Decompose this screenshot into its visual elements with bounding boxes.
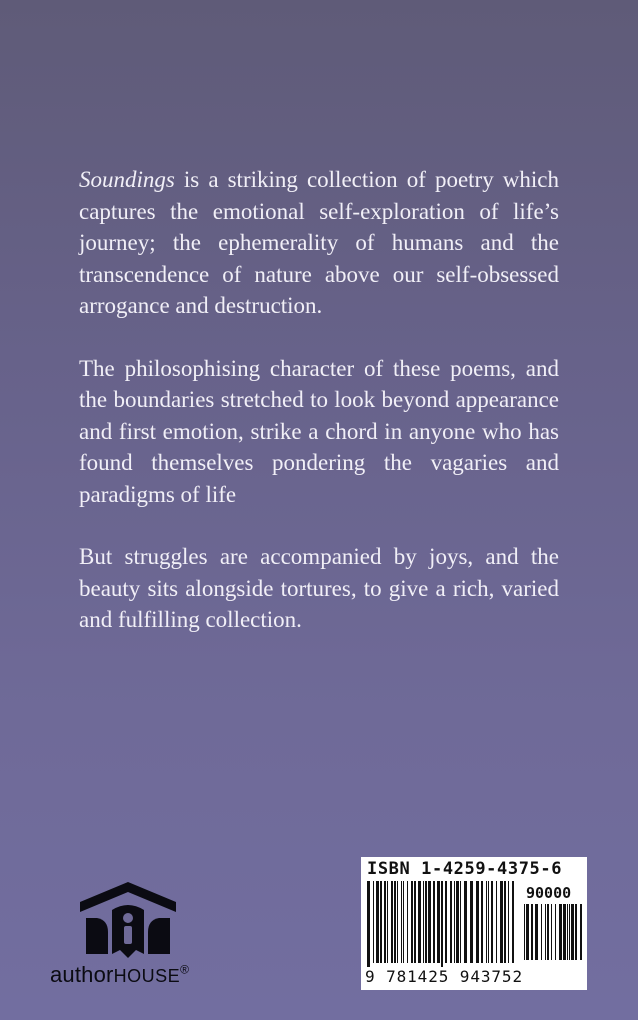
isbn-number: ISBN 1-4259-4375-6 [367,859,563,879]
registered-mark: ® [180,962,190,977]
ean-barcode-bars [367,881,517,973]
barcode-bar [414,881,416,963]
blurb-paragraph-2: The philosophising character of these poems, and the boundaries stretched to look beyond appearance and first emotion, strike a chord in anyone who has found themselves pondering the vagaries and paradigms of life [79,355,559,507]
barcode-bar [567,904,568,960]
barcode-bar [500,881,503,963]
barcode-bar [535,904,538,960]
barcode-bar [524,904,525,960]
barcode-bar [545,904,546,960]
barcode-bar [526,904,529,960]
publisher-name-part2: HOUSE [113,966,181,986]
barcode-bar [403,881,404,963]
barcode-bar [456,881,459,963]
barcode-bar [541,904,542,960]
publisher-name-part1: author [50,962,114,987]
barcode-bar [441,881,443,973]
publisher-name [50,962,189,988]
barcode-bar [504,881,506,963]
barcode-bar [476,881,479,963]
barcode-bar [433,881,435,963]
barcode-bar [418,881,421,963]
barcode-bar [401,881,402,963]
barcode-bar [464,881,467,963]
barcode-bar [580,904,582,960]
barcode-bar [376,881,379,963]
barcode-bar [547,904,549,960]
barcode-bar [512,881,514,963]
barcode-bar [384,881,386,963]
barcode-bar [563,904,566,960]
barcode-bar [460,881,461,963]
barcode-bar [445,881,447,963]
barcode-bar [391,881,393,963]
authorhouse-book-arch-icon [78,880,178,958]
barcode-bar [373,881,374,963]
barcode-bar [559,904,562,960]
barcode-bar [454,881,455,963]
barcode-bar [387,881,388,963]
barcode-bar [425,881,427,963]
barcode-bar [411,881,413,963]
barcode-bar [397,881,398,963]
barcode-bar [470,881,473,963]
barcode-bar [423,881,424,963]
barcode-bar [394,881,396,963]
isbn-barcode [361,857,587,990]
back-cover-blurb [79,164,559,667]
barcode-bar [488,881,489,963]
price-addon-number: 90000 [526,884,572,902]
barcode-bar [531,904,533,960]
barcode-bar [496,881,497,963]
barcode-bar [380,881,382,963]
barcode-bar [508,881,509,963]
blurb-paragraph-1-text: is a striking collection of poetry which captures the emotional self-exploration of life’s journey; the ephemerality of humans and the transcendence of nature above our self-obsessed arrogance and destruction. [79,167,559,318]
book-title: Soundings [79,167,175,192]
barcode-bar [569,904,570,960]
barcode-bar [437,881,440,963]
barcode-bar [450,881,452,963]
barcode-bar [551,904,552,960]
blurb-paragraph-3: But struggles are accompanied by joys, and the beauty sits alongside tortures, to give a rich, varied and fulfilling collection. [79,544,559,632]
barcode-bar [555,904,556,960]
barcode-bar [491,881,493,963]
barcode-bar [571,904,574,960]
addon-barcode-bars [524,904,582,970]
publisher-logo [48,880,218,990]
barcode-bar [481,881,483,963]
barcode-bar [428,881,431,963]
barcode-bar [575,904,577,960]
blurb-paragraph-1 [79,164,559,322]
barcode-bar [367,881,370,973]
ean-digits: 9 781425 943752 [365,967,523,986]
barcode-bar [486,881,487,963]
barcode-bar [407,881,408,963]
